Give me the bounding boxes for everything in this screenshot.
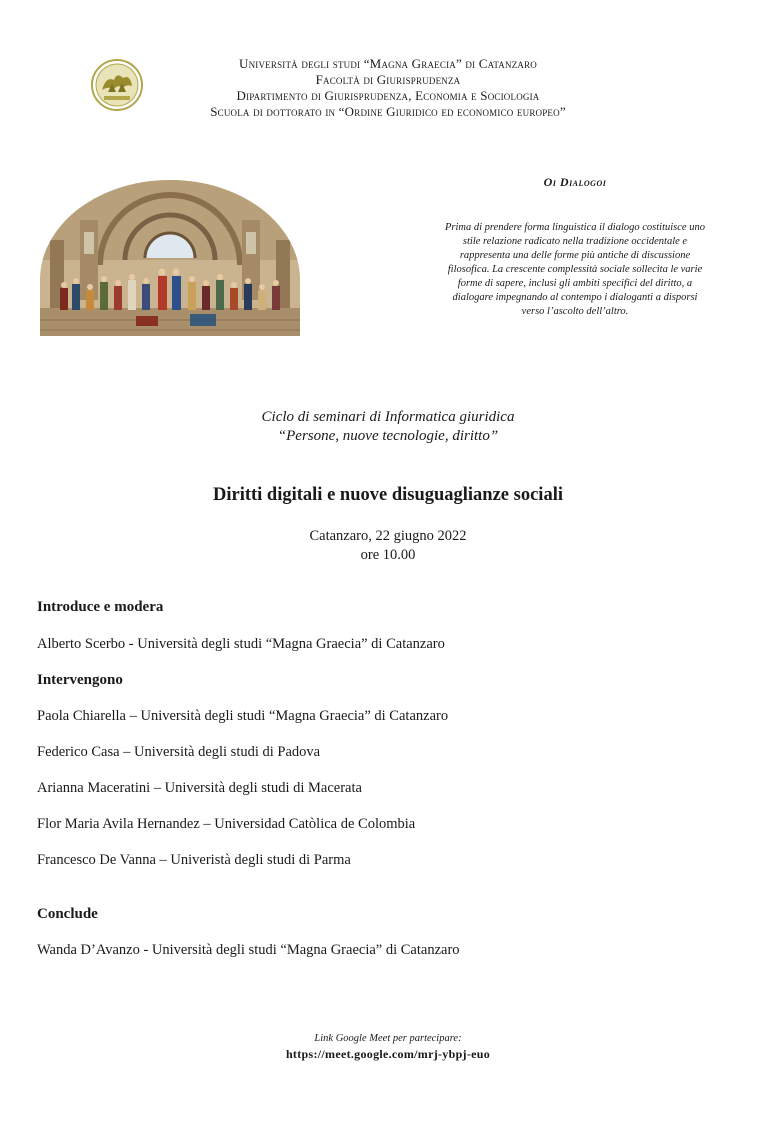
page-title: Diritti digitali e nuove disuguaglianze sociali xyxy=(213,485,563,505)
conclude-heading: Conclude xyxy=(37,906,98,922)
moderator: Alberto Scerbo - Università degli studi “Magna Graecia” di Catanzaro xyxy=(37,636,445,652)
header-faculty: Facoltà di Giurisprudenza xyxy=(315,72,461,87)
university-seal-icon xyxy=(90,58,144,112)
header-university: Università degli studi “Magna Graecia” di Catanzaro xyxy=(238,56,537,71)
header-department: Dipartimento di Giurisprudenza, Economia e Sociologia xyxy=(236,88,540,103)
speaker-item: Arianna Maceratini – Università degli studi di Macerata xyxy=(37,780,362,796)
speaker-item: Flor Maria Avila Hernandez – Universidad Catòlica de Colombia xyxy=(37,816,416,832)
meet-link-caption: Link Google Meet per partecipare: xyxy=(314,1033,462,1044)
dialogoi-title: Oi Dialogoi xyxy=(543,175,607,189)
seminar-cycle xyxy=(150,408,626,446)
event-time: ore 10.00 xyxy=(360,547,416,563)
introduce-heading: Introduce e modera xyxy=(37,599,164,615)
seminar-cycle-name: Ciclo di seminari di Informatica giuridica xyxy=(261,409,515,425)
dialogoi-description: Prima di prendere forma linguistica il dialogo costituisce uno stile relazione radicato nella tradizione occidentale e rappresenta una delle forme più antiche di discussione filosofica. La crescente complessità sociale sollecita le varie forme di sapere, inclusi gli ambiti specifici del diritto, a dialogare impegnando al contempo i dialoganti a disporsi verso l’ascolto dell’altro. xyxy=(445,222,705,317)
speaker-item: Francesco De Vanna – Univeristà degli studi di Parma xyxy=(37,852,351,868)
event-date xyxy=(200,527,576,565)
event-date-place: Catanzaro, 22 giugno 2022 xyxy=(309,528,467,544)
institution-header xyxy=(150,56,626,120)
seminar-cycle-subtitle: “Persone, nuove tecnologie, diritto” xyxy=(277,428,499,444)
speaker-item: Paola Chiarella – Università degli studi “Magna Graecia” di Catanzaro xyxy=(37,708,449,724)
header-doctoral-school: Scuola di dottorato in “Ordine Giuridico ed economico europeo” xyxy=(210,104,566,119)
speakers-heading: Intervengono xyxy=(37,672,123,688)
meet-link[interactable]: https://meet.google.com/mrj-ybpj-euo xyxy=(285,1047,491,1061)
closing-speaker: Wanda D’Avanzo - Università degli studi “Magna Graecia” di Catanzaro xyxy=(37,942,460,958)
speaker-item: Federico Casa – Università degli studi di Padova xyxy=(37,744,321,760)
school-of-athens-fresco-icon xyxy=(40,180,300,336)
